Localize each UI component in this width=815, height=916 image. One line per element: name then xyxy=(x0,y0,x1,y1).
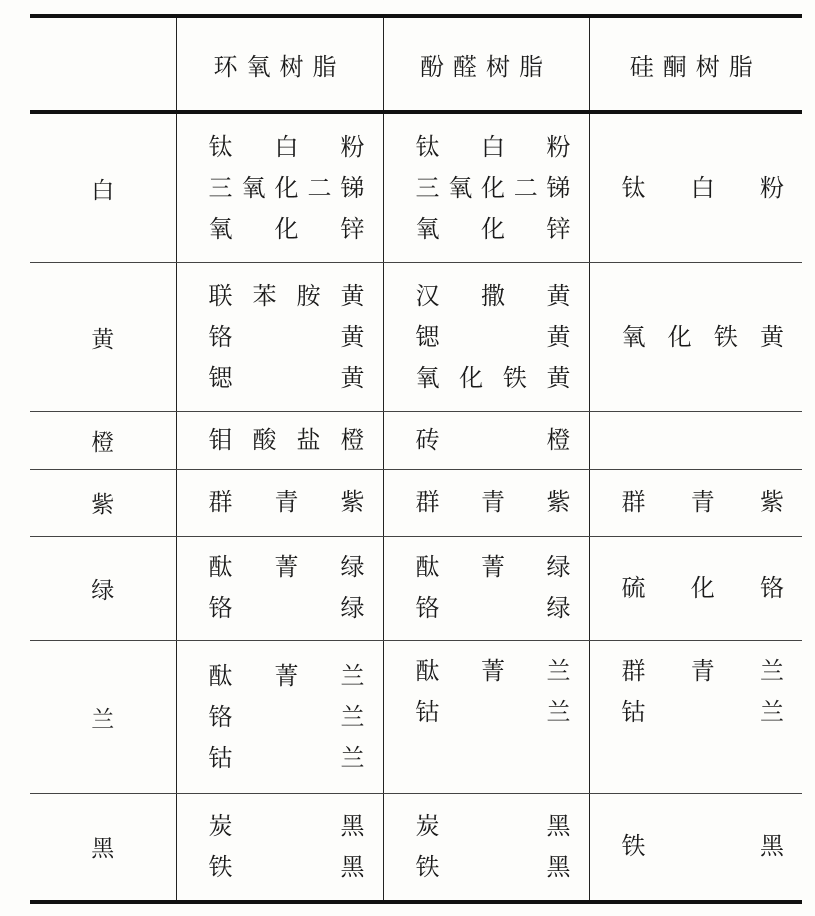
pigment-item: 钼 酸 盐 橙 xyxy=(208,426,365,455)
header-corner xyxy=(30,16,176,112)
cell-epoxy xyxy=(176,641,383,794)
row-blue xyxy=(30,641,802,794)
pigment-item: 锶 黄 xyxy=(208,363,365,392)
pigment-item: 氧 化 锌 xyxy=(415,214,571,243)
pigment-item: 铬 绿 xyxy=(208,594,365,623)
row-orange xyxy=(30,412,802,470)
row-green xyxy=(30,536,802,641)
cell-silicone xyxy=(589,641,802,794)
color-label: 紫 xyxy=(30,470,176,536)
pigment-item: 炭 黑 xyxy=(415,811,571,840)
pigment-item: 钴 兰 xyxy=(621,698,784,727)
pigment-item: 钴 兰 xyxy=(415,698,571,727)
cell-epoxy xyxy=(176,412,383,470)
pigment-item: 硫 化 铬 xyxy=(621,573,784,602)
pigment-item: 铁 黑 xyxy=(621,832,784,861)
pigment-item: 群 青 紫 xyxy=(208,488,365,517)
pigment-item: 氧 化 铁 黄 xyxy=(621,322,784,351)
pigment-item: 铁 黑 xyxy=(208,852,365,881)
pigment-item: 氧 化 铁 黄 xyxy=(415,363,571,392)
color-label: 黑 xyxy=(30,793,176,902)
pigment-item: 酞 菁 兰 xyxy=(208,661,365,690)
pigment-item: 铬 兰 xyxy=(208,702,365,731)
pigment-item: 群 青 兰 xyxy=(621,657,784,686)
cell-phenolic xyxy=(383,536,589,641)
pigment-item: 炭 黑 xyxy=(208,811,365,840)
pigment-item: 联 苯 胺 黄 xyxy=(208,281,365,310)
header-row xyxy=(30,16,802,112)
color-label: 橙 xyxy=(30,412,176,470)
pigment-table xyxy=(30,14,802,904)
pigment-item: 群 青 紫 xyxy=(415,488,571,517)
cell-epoxy xyxy=(176,112,383,263)
pigment-item: 酞 菁 兰 xyxy=(415,657,571,686)
pigment-item: 砖 橙 xyxy=(415,426,571,455)
cell-phenolic xyxy=(383,112,589,263)
pigment-item: 铁 黑 xyxy=(415,852,571,881)
cell-silicone xyxy=(589,263,802,412)
pigment-item: 汉 撒 黄 xyxy=(415,281,571,310)
pigment-item: 钛 白 粉 xyxy=(415,132,571,161)
header-silicone-resin: 硅酮树脂 xyxy=(589,16,802,112)
pigment-item: 酞 菁 绿 xyxy=(208,553,365,582)
cell-phenolic xyxy=(383,641,589,794)
pigment-item: 酞 菁 绿 xyxy=(415,553,571,582)
cell-silicone xyxy=(589,793,802,902)
pigment-item: 三 氧 化 二 锑 xyxy=(208,173,365,202)
color-label: 绿 xyxy=(30,536,176,641)
cell-silicone xyxy=(589,470,802,536)
cell-epoxy xyxy=(176,470,383,536)
row-yellow xyxy=(30,263,802,412)
cell-phenolic xyxy=(383,412,589,470)
header-epoxy-resin: 环氧树脂 xyxy=(176,16,383,112)
cell-epoxy xyxy=(176,263,383,412)
pigment-item: 群 青 紫 xyxy=(621,488,784,517)
row-purple xyxy=(30,470,802,536)
color-label: 兰 xyxy=(30,641,176,794)
cell-silicone xyxy=(589,112,802,263)
cell-epoxy xyxy=(176,793,383,902)
pigment-item: 三 氧 化 二 锑 xyxy=(415,173,571,202)
pigment-item: 氧 化 锌 xyxy=(208,214,365,243)
pigment-item: 锶 黄 xyxy=(415,322,571,351)
cell-silicone xyxy=(589,412,802,470)
cell-phenolic xyxy=(383,793,589,902)
pigment-item: 钛 白 粉 xyxy=(208,132,365,161)
row-black xyxy=(30,793,802,902)
cell-phenolic xyxy=(383,263,589,412)
color-label: 黄 xyxy=(30,263,176,412)
pigment-item: 铬 绿 xyxy=(415,594,571,623)
cell-silicone xyxy=(589,536,802,641)
cell-phenolic xyxy=(383,470,589,536)
pigment-item: 钴 兰 xyxy=(208,743,365,772)
color-label: 白 xyxy=(30,112,176,263)
pigment-item: 钛 白 粉 xyxy=(621,173,784,202)
header-phenolic-resin: 酚醛树脂 xyxy=(383,16,589,112)
cell-epoxy xyxy=(176,536,383,641)
row-white xyxy=(30,112,802,263)
pigment-item: 铬 黄 xyxy=(208,322,365,351)
